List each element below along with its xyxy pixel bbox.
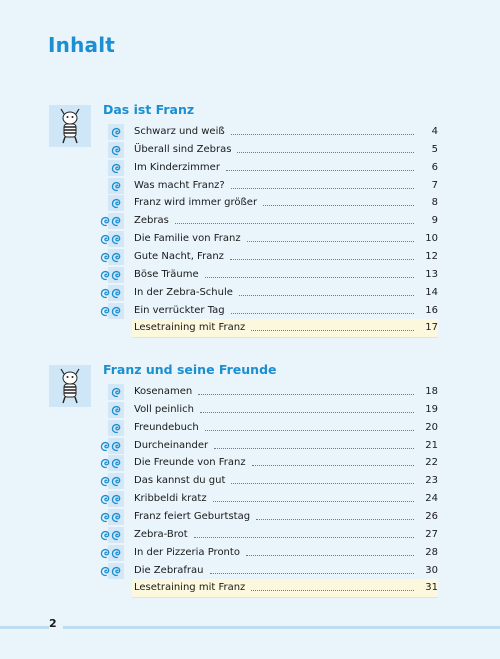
entry-label: Zebra-Brot — [134, 528, 188, 540]
entry-label: Überall sind Zebras — [134, 143, 232, 155]
dot-leader — [226, 170, 414, 171]
swirl-icon — [100, 565, 111, 577]
entry-label: Die Familie von Franz — [134, 233, 241, 245]
toc-entry[interactable] — [0, 383, 500, 401]
dot-leader — [230, 259, 414, 260]
dot-leader — [246, 555, 414, 556]
toc-entry-line — [134, 401, 438, 419]
entry-label: Die Freunde von Franz — [134, 457, 246, 469]
toc-entry-line — [134, 284, 438, 302]
entry-label: Das kannst du gut — [134, 475, 226, 487]
toc-entry[interactable] — [0, 266, 500, 284]
swirl-icon — [111, 162, 122, 174]
dot-leader — [231, 188, 414, 189]
dot-leader — [231, 313, 414, 314]
toc-entry-line — [134, 141, 438, 159]
toc-entry[interactable] — [0, 472, 500, 490]
entry-page-number: 26 — [425, 510, 438, 522]
toc-entry[interactable] — [0, 454, 500, 472]
section-title: Das ist Franz — [103, 102, 195, 117]
toc-entry[interactable] — [0, 437, 500, 455]
toc-entry[interactable] — [0, 302, 500, 320]
swirl-icon — [111, 269, 122, 281]
toc-entry-line — [134, 490, 438, 508]
dot-leader — [214, 448, 414, 449]
toc-entry[interactable] — [0, 284, 500, 302]
toc-entry[interactable] — [0, 159, 500, 177]
toc-entry[interactable] — [0, 248, 500, 266]
entry-page-number: 17 — [425, 322, 438, 334]
entry-page-number: 16 — [425, 304, 438, 316]
dot-leader — [194, 537, 414, 538]
entry-label: Franz feiert Geburtstag — [134, 510, 251, 522]
dot-leader — [213, 501, 414, 502]
footer-bar — [0, 626, 500, 629]
toc-entry[interactable] — [0, 230, 500, 248]
swirl-icon — [111, 565, 122, 577]
swirl-icon — [111, 386, 122, 398]
swirl-icon — [100, 529, 111, 541]
dot-leader — [205, 277, 414, 278]
entry-page-number: 14 — [425, 286, 438, 298]
swirl-icon — [111, 126, 122, 138]
toc-entry-line — [134, 177, 438, 195]
dot-leader — [247, 241, 414, 242]
toc-entry[interactable] — [0, 401, 500, 419]
toc-entry-line — [134, 194, 438, 212]
entry-page-number: 9 — [431, 215, 438, 227]
toc-entry[interactable] — [0, 526, 500, 544]
toc-entry-line — [134, 562, 438, 580]
dot-leader — [205, 430, 414, 431]
entry-label: Im Kinderzimmer — [134, 161, 220, 173]
toc-entry-line — [132, 319, 438, 338]
toc-entry[interactable] — [0, 123, 500, 141]
entry-page-number: 5 — [431, 143, 438, 155]
swirl-icon — [111, 251, 122, 263]
dot-leader — [175, 223, 414, 224]
swirl-icon — [111, 547, 122, 559]
dot-leader — [198, 394, 414, 395]
dot-leader — [252, 465, 414, 466]
dot-leader — [210, 573, 415, 574]
entry-page-number: 22 — [425, 457, 438, 469]
entry-page-number: 21 — [425, 439, 438, 451]
page-number: 2 — [49, 617, 63, 630]
swirl-icon — [100, 233, 111, 245]
entry-label: Ein verrückter Tag — [134, 304, 225, 316]
swirl-icon — [100, 511, 111, 523]
dot-leader — [231, 134, 414, 135]
entry-label: Voll peinlich — [134, 403, 194, 415]
swirl-icon — [111, 457, 122, 469]
swirl-icon — [111, 493, 122, 505]
dot-leader — [251, 590, 414, 591]
page-title: Inhalt — [48, 33, 116, 57]
swirl-icon — [111, 215, 122, 227]
entry-page-number: 20 — [425, 421, 438, 433]
swirl-icon — [111, 305, 122, 317]
swirl-icon — [100, 305, 111, 317]
swirl-icon — [100, 475, 111, 487]
toc-entry-line — [132, 579, 438, 598]
dot-leader — [263, 205, 414, 206]
swirl-icon — [100, 215, 111, 227]
entry-page-number: 24 — [425, 493, 438, 505]
dot-leader — [231, 483, 414, 484]
toc-entry-line — [134, 454, 438, 472]
swirl-icon — [111, 529, 122, 541]
entry-page-number: 31 — [425, 582, 438, 594]
swirl-icon — [111, 233, 122, 245]
swirl-icon — [111, 197, 122, 209]
toc-entry[interactable] — [0, 141, 500, 159]
entry-page-number: 27 — [425, 528, 438, 540]
toc-entry-line — [134, 302, 438, 320]
entry-page-number: 23 — [425, 475, 438, 487]
entry-page-number: 8 — [431, 197, 438, 209]
toc-entry-line — [134, 123, 438, 141]
swirl-icon — [100, 440, 111, 452]
entry-label: Lesetraining mit Franz — [134, 322, 246, 334]
swirl-icon — [100, 547, 111, 559]
entry-label: Was macht Franz? — [134, 179, 225, 191]
toc-entry[interactable] — [0, 562, 500, 580]
toc-entry-line — [134, 472, 438, 490]
toc-entry-line — [134, 526, 438, 544]
entry-page-number: 30 — [425, 564, 438, 576]
swirl-icon — [111, 440, 122, 452]
swirl-icon — [111, 144, 122, 156]
entry-label: Lesetraining mit Franz — [134, 582, 246, 594]
swirl-icon — [111, 180, 122, 192]
swirl-icon — [100, 269, 111, 281]
entry-label: Böse Träume — [134, 268, 199, 280]
entry-page-number: 18 — [425, 386, 438, 397]
entry-label: Kosenamen — [134, 386, 193, 397]
entry-label: Kribbeldi kratz — [134, 493, 207, 505]
entry-label: Durcheinander — [134, 439, 209, 451]
toc-entry[interactable] — [0, 194, 500, 212]
dot-leader — [200, 412, 414, 413]
entry-label: Franz wird immer größer — [134, 197, 258, 209]
entry-page-number: 28 — [425, 546, 438, 558]
toc-entry-line — [134, 159, 438, 177]
entry-label: In der Zebra-Schule — [134, 286, 233, 298]
entry-label: In der Pizzeria Pronto — [134, 546, 240, 558]
entry-page-number: 19 — [425, 403, 438, 415]
swirl-icon — [100, 251, 111, 263]
toc-entry[interactable] — [0, 177, 500, 195]
entry-page-number: 6 — [431, 161, 438, 173]
toc-entry-line — [134, 383, 438, 401]
toc-entry[interactable] — [0, 212, 500, 230]
toc-entry[interactable] — [0, 508, 500, 526]
entry-label: Die Zebrafrau — [134, 564, 204, 576]
swirl-icon — [111, 422, 122, 434]
toc-entry-line — [134, 508, 438, 526]
toc-entry-line — [134, 230, 438, 248]
toc-entry-line — [134, 544, 438, 562]
toc-entry-line — [134, 266, 438, 284]
entry-page-number: 13 — [425, 268, 438, 280]
swirl-icon — [100, 457, 111, 469]
section-title: Franz und seine Freunde — [103, 362, 277, 377]
entry-label: Zebras — [134, 215, 169, 227]
toc-entry[interactable] — [0, 419, 500, 437]
swirl-icon — [111, 475, 122, 487]
entry-label: Freundebuch — [134, 421, 199, 433]
toc-entry-line — [134, 419, 438, 437]
toc-entry[interactable] — [0, 544, 500, 562]
swirl-icon — [100, 287, 111, 299]
toc-entry[interactable] — [0, 490, 500, 508]
toc-entry-line — [134, 437, 438, 455]
swirl-icon — [100, 493, 111, 505]
dot-leader — [237, 152, 414, 153]
toc-entry-line — [134, 212, 438, 230]
entry-label: Schwarz und weiß — [134, 126, 225, 137]
swirl-icon — [111, 404, 122, 416]
toc-entry[interactable] — [0, 579, 500, 597]
entry-page-number: 10 — [425, 233, 438, 245]
toc-entry[interactable] — [0, 319, 500, 337]
entry-page-number: 12 — [425, 250, 438, 262]
entry-page-number: 4 — [431, 126, 438, 137]
swirl-icon — [111, 511, 122, 523]
entry-page-number: 7 — [431, 179, 438, 191]
dot-leader — [239, 295, 414, 296]
toc-entry-line — [134, 248, 438, 266]
entry-label: Gute Nacht, Franz — [134, 250, 224, 262]
dot-leader — [251, 330, 414, 331]
dot-leader — [256, 519, 414, 520]
swirl-icon — [111, 287, 122, 299]
